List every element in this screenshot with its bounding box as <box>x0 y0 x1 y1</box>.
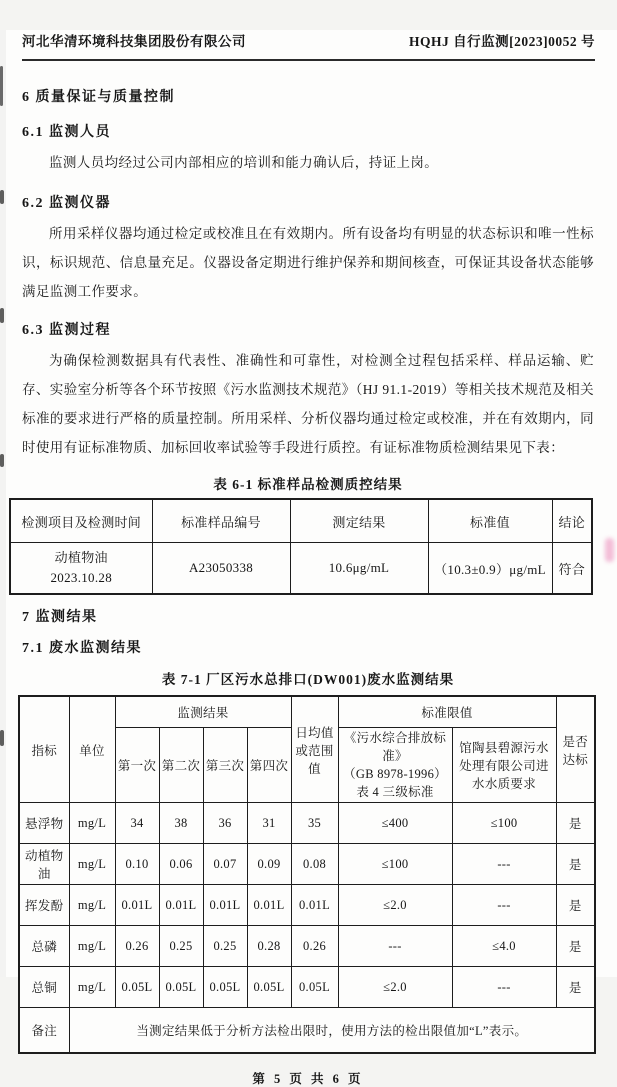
t7-r3-run3: 0.25 <box>203 926 247 967</box>
t7-col-indicator: 指标 <box>19 696 69 803</box>
t6-cell-result: 10.6μg/mL <box>290 543 428 595</box>
t7-r4-run3: 0.05L <box>203 967 247 1008</box>
document-page <box>0 30 617 1086</box>
doc-number: HQHJ 自行监测[2023]0052 号 <box>409 34 595 49</box>
scan-mark <box>0 454 4 467</box>
t6-col-item: 检测项目及检测时间 <box>10 499 152 543</box>
t7-header-row-1 <box>19 696 595 728</box>
t7-r1-run1: 0.10 <box>115 844 159 885</box>
t7-r2-ok: 是 <box>556 885 595 926</box>
t7-r0-ok: 是 <box>556 803 595 844</box>
t7-r2-avg: 0.01L <box>291 885 338 926</box>
t7-note-text: 当测定结果低于分析方法检出限时，使用方法的检出限值加“L”表示。 <box>69 1008 595 1054</box>
t6-cell-sample-no: A23050338 <box>152 543 290 595</box>
t7-r2-run1: 0.01L <box>115 885 159 926</box>
t7-r0-unit: mg/L <box>69 803 115 844</box>
t7-r0-avg: 35 <box>291 803 338 844</box>
t7-r0-intake: ≤100 <box>452 803 556 844</box>
scan-mark <box>0 308 4 323</box>
t6-cell-item <box>10 543 152 595</box>
t7-r0-run3: 36 <box>203 803 247 844</box>
t7-col-compliance: 是否达标 <box>556 696 595 803</box>
doc-header <box>22 30 595 61</box>
t7-r4-run1: 0.05L <box>115 967 159 1008</box>
table-row <box>19 967 595 1008</box>
t7-r3-ok: 是 <box>556 926 595 967</box>
t7-r4-ok: 是 <box>556 967 595 1008</box>
t7-r4-indicator: 总铜 <box>19 967 69 1008</box>
t7-r3-indicator: 总磷 <box>19 926 69 967</box>
t6-cell-standard: （10.3±0.9）μg/mL <box>428 543 552 595</box>
t7-r4-run2: 0.05L <box>159 967 203 1008</box>
section-7-1-heading: 7.1 废水监测结果 <box>22 641 142 656</box>
t7-r2-run3: 0.01L <box>203 885 247 926</box>
t7-r2-run2: 0.01L <box>159 885 203 926</box>
t6-cell-conclusion: 符合 <box>552 543 592 595</box>
section-6-2-heading: 6.2 监测仪器 <box>22 196 111 211</box>
t7-r1-run4: 0.09 <box>247 844 291 885</box>
t6-item-date: 2023.10.28 <box>50 570 112 585</box>
table-6-1-header-row <box>10 499 592 543</box>
section-6-heading: 6 质量保证与质量控制 <box>22 90 175 105</box>
t7-r4-intake: --- <box>452 967 556 1008</box>
t7-r0-run4: 31 <box>247 803 291 844</box>
t7-r1-avg: 0.08 <box>291 844 338 885</box>
t7-group-results: 监测结果 <box>115 696 291 728</box>
section-6-3-heading: 6.3 监测过程 <box>22 323 111 338</box>
t7-col-limit-intake: 馆陶县碧源污水处理有限公司进水水质要求 <box>452 728 556 803</box>
t7-limit-gb-line3: 表 4 三级标准 <box>356 785 434 799</box>
section-6-2-paragraph: 所用采样仪器均通过检定或校准且在有效期内。所有设备均有明显的状态标识和唯一性标识，标识规范、信息量充足。仪器设备定期进行维护保养和期间核查，可保证其设备状态能够满足监测工作要求。 <box>22 226 594 299</box>
t7-r3-unit: mg/L <box>69 926 115 967</box>
t7-col-unit: 单位 <box>69 696 115 803</box>
t7-limit-gb-line2: （GB 8978-1996） <box>343 767 447 781</box>
t7-r1-run3: 0.07 <box>203 844 247 885</box>
t7-r3-intake: ≤4.0 <box>452 926 556 967</box>
t7-r2-run4: 0.01L <box>247 885 291 926</box>
table-row <box>19 885 595 926</box>
t7-r3-run2: 0.25 <box>159 926 203 967</box>
t6-col-standard: 标准值 <box>428 499 552 543</box>
section-6-1-heading: 6.1 监测人员 <box>22 125 111 140</box>
t7-col-daily-avg: 日均值或范围值 <box>291 696 338 803</box>
t7-r1-run2: 0.06 <box>159 844 203 885</box>
t7-r1-intake: --- <box>452 844 556 885</box>
t7-r4-gb: ≤2.0 <box>338 967 452 1008</box>
t7-r1-indicator: 动植物油 <box>19 844 69 885</box>
doc-body <box>22 86 594 1087</box>
t7-r2-gb: ≤2.0 <box>338 885 452 926</box>
t7-r2-unit: mg/L <box>69 885 115 926</box>
t7-r0-indicator: 悬浮物 <box>19 803 69 844</box>
t7-col-run1: 第一次 <box>115 728 159 803</box>
t7-r4-unit: mg/L <box>69 967 115 1008</box>
t7-r3-run1: 0.26 <box>115 926 159 967</box>
t7-r2-indicator: 挥发酚 <box>19 885 69 926</box>
t6-item-name: 动植物油 <box>54 550 108 565</box>
page-number: 第 5 页 共 6 页 <box>252 1072 364 1086</box>
t7-r1-unit: mg/L <box>69 844 115 885</box>
t7-note-label: 备注 <box>19 1008 69 1054</box>
company-name: 河北华清环境科技集团股份有限公司 <box>22 34 246 49</box>
t7-r4-avg: 0.05L <box>291 967 338 1008</box>
t7-r3-avg: 0.26 <box>291 926 338 967</box>
t7-r2-intake: --- <box>452 885 556 926</box>
t6-col-result: 测定结果 <box>290 499 428 543</box>
t7-r3-run4: 0.28 <box>247 926 291 967</box>
scan-mark <box>0 730 4 746</box>
t7-col-run2: 第二次 <box>159 728 203 803</box>
scan-mark <box>0 190 4 204</box>
t7-r1-ok: 是 <box>556 844 595 885</box>
t7-col-limit-gb <box>338 728 452 803</box>
left-edge-shade <box>0 30 6 977</box>
seal-edge-smudge <box>605 538 614 562</box>
t7-col-run3: 第三次 <box>203 728 247 803</box>
t7-note-row <box>19 1008 595 1054</box>
section-6-3-paragraph: 为确保检测数据具有代表性、准确性和可靠性，对检测全过程包括采样、样品运输、贮存、实验室分析等各个环节按照《污水监测技术规范》（HJ 91.1-2019）等相关技术规范及相关标准的要求进行严格的质量控制。所用采样、分析仪器均通过检定或校准，并在有效期内，同时使用有证标准物质、加标回收率试验等手段进行质控。有证标准物质检测结果见下表： <box>22 353 594 455</box>
t7-r1-gb: ≤100 <box>338 844 452 885</box>
table-6-1 <box>9 498 593 595</box>
table-row <box>19 844 595 885</box>
section-6-1-paragraph: 监测人员均经过公司内部相应的培训和能力确认后，持证上岗。 <box>49 155 439 170</box>
table-6-1-caption: 表 6-1 标准样品检测质控结果 <box>213 477 403 492</box>
scan-mark <box>0 66 3 106</box>
t7-r0-run1: 34 <box>115 803 159 844</box>
table-row <box>19 926 595 967</box>
t7-r3-gb: --- <box>338 926 452 967</box>
t7-r0-gb: ≤400 <box>338 803 452 844</box>
table-7-1-caption: 表 7-1 厂区污水总排口(DW001)废水监测结果 <box>161 672 455 687</box>
t6-col-sample-no: 标准样品编号 <box>152 499 290 543</box>
t7-col-run4: 第四次 <box>247 728 291 803</box>
t7-r4-run4: 0.05L <box>247 967 291 1008</box>
table-row <box>19 803 595 844</box>
table-7-1 <box>18 695 596 1054</box>
t7-r0-run2: 38 <box>159 803 203 844</box>
t6-col-conclusion: 结论 <box>552 499 592 543</box>
section-7-heading: 7 监测结果 <box>22 610 98 625</box>
table-6-1-data-row <box>10 543 592 595</box>
t7-group-limits: 标准限值 <box>338 696 556 728</box>
t7-limit-gb-line1: 《污水综合排放标准》 <box>343 731 447 763</box>
